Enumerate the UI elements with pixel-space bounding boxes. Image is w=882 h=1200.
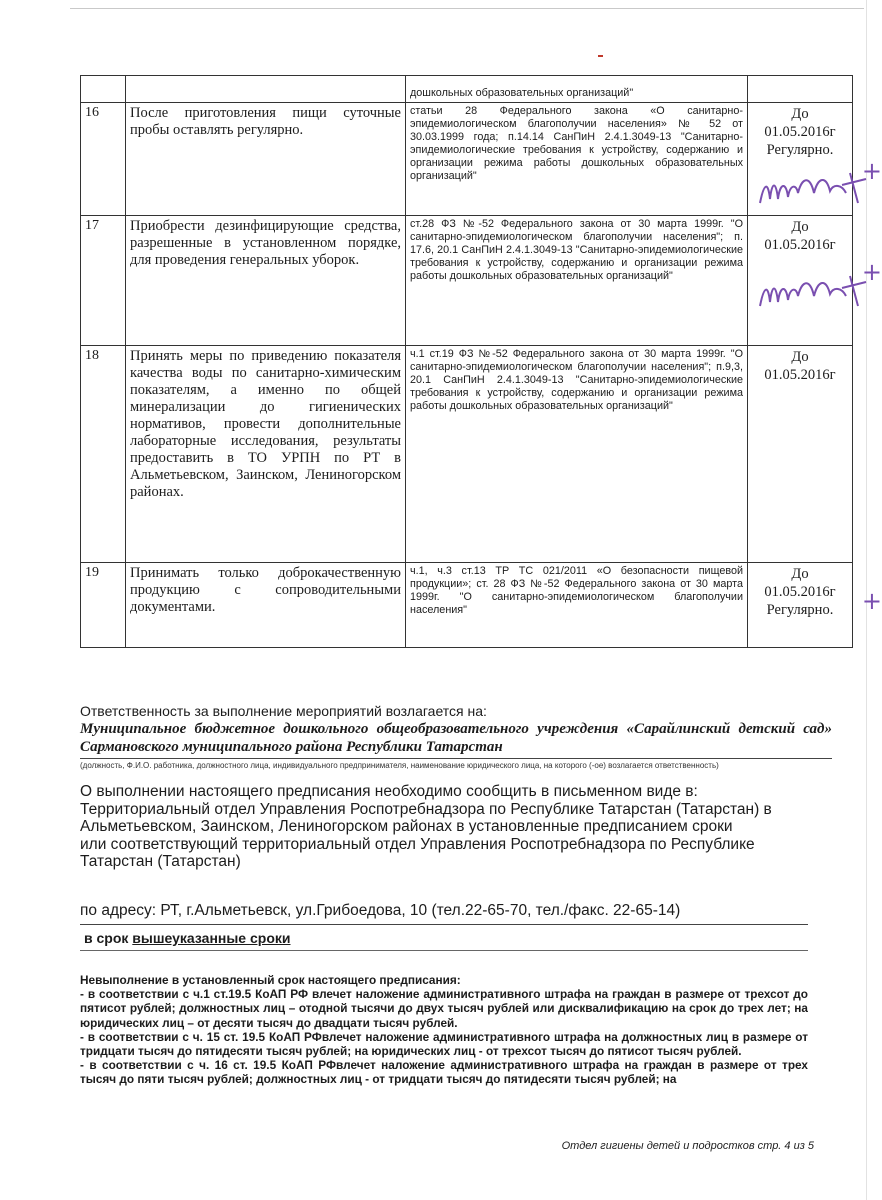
row-number: 18 — [81, 346, 126, 563]
report-line: О выполнении настоящего предписания необходимо сообщить в письменном виде в: — [80, 783, 698, 800]
action-text: После приготовления пищи суточные пробы оставлять регулярно. — [126, 103, 406, 216]
report-address: по адресу: РТ, г.Альметьевск, ул.Грибоедова, 10 (тел.22-65-70, тел./факс. 22-65-14) — [80, 902, 681, 919]
legal-basis: ч.1, ч.3 ст.13 ТР ТС 021/2011 «О безопасности пищевой продукции»; ст. 28 ФЗ №-52 Федерального закона от 30 марта 1999г. "О санитарно-эпидемиологическом благополучии населения" — [406, 563, 748, 648]
table-row — [81, 103, 853, 216]
deadline-cell — [748, 103, 882, 216]
responsibility-note: (должность, Ф.И.О. работника, должностного лица, индивидуального предпринимателя, наименование юридического лица, на которого (-ое) возлагается ответственность) — [80, 761, 719, 770]
deadline-note: Регулярно. — [766, 142, 834, 158]
requirements-table — [80, 75, 882, 648]
penalty-item: - в соответствии с ч.1 ст.19.5 КоАП РФ влечет наложение административного штрафа на граждан в размере от трехсот до пятисот рублей; должностных лиц – отодной тысячи до двух тысяч рублей или дисквалификацию на срок до трех лет; на юридических лиц – от десяти тысяч до двадцати тысяч рублей. — [80, 987, 808, 1030]
responsibility-label: Ответственность за выполнение мероприятий возлагается на: — [80, 703, 487, 719]
report-line: Альметьевском, Заинском, Лениногорском районах в установленные предписанием сроки — [80, 818, 733, 835]
plus-mark: + — [861, 258, 882, 286]
term-prefix: в срок — [84, 930, 133, 946]
penalty-item: - в соответствии с ч. 16 ст. 19.5 КоАП РФвлечет наложение административного штрафа на граждан в размере от трех тысяч до пяти тысяч рублей; должностных лиц - от тридцати тысяч до пятидесяти тысяч рублей; на — [80, 1058, 808, 1087]
deadline-note: Регулярно. — [766, 602, 834, 618]
scan-edge-line — [70, 8, 864, 9]
organization-underline — [80, 758, 832, 759]
deadline-date: 01.05.2016г — [764, 124, 836, 140]
scan-speck — [598, 55, 603, 57]
action-text: Приобрести дезинфицирующие средства, разрешенные в установленном порядке, для проведения генеральных уборок. — [126, 216, 406, 346]
legal-basis: ст.28 ФЗ №-52 Федерального закона от 30 марта 1999г. "О санитарно-эпидемиологическом благополучии населения"; п. 17.6, 20.1 СанПиН 2.4.1.3049-13 "Санитарно-эпидемиологические требования к устройству, содержанию и организации режима работы дошкольных образовательных организаций" — [406, 216, 748, 346]
report-line: Татарстан (Татарстан) — [80, 853, 241, 870]
deadline-cell — [748, 346, 853, 563]
row-number: 19 — [81, 563, 126, 648]
deadline-date: 01.05.2016г — [764, 584, 836, 600]
report-term — [84, 930, 291, 946]
handwritten-signature — [754, 169, 869, 209]
deadline-line: До — [791, 106, 809, 122]
action-text: Принять меры по приведению показателя качества воды по санитарно-химическим показателям, а именно по общей минерализации до гигиенических нормативов, провести дополнительные лабораторные исследования, результаты предоставить в ТО УРПН по РТ в Альметьевском, Заинском, Лениногорском районах. — [126, 346, 406, 563]
term-underline — [80, 950, 808, 951]
row-number: 17 — [81, 216, 126, 346]
address-underline — [80, 924, 808, 925]
page-footer: Отдел гигиены детей и подростков стр. 4 из 5 — [561, 1140, 814, 1152]
deadline-line: До — [791, 349, 809, 365]
legal-basis: статьи 28 Федерального закона «О санитарно-эпидемиологическом благополучии населения» № 52 от 30.03.1999 года; п.14.14 СанПиН 2.4.1.3049-13 "Санитарно-эпидемиологические требования к устройству, содержанию и организации режима работы дошкольных образовательных организаций" — [406, 103, 748, 216]
legal-basis: ч.1 ст.19 ФЗ №-52 Федерального закона от 30 марта 1999г. "О санитарно-эпидемиологическом благополучии населения"; п.9,3, 20.1 СанПиН 2.4.1.3049-13 "Санитарно-эпидемиологические требования к устройству, содержанию и организации режима работы дошкольных образовательных организаций" — [406, 346, 748, 563]
table-row — [81, 216, 853, 346]
penalties-section — [80, 973, 808, 1087]
deadline-date: 01.05.2016г — [764, 367, 836, 383]
report-line: или соответствующий территориальный отдел Управления Роспотребнадзора по Республике — [80, 835, 755, 853]
action-text: Принимать только доброкачественную продукцию с сопроводительными документами. — [126, 563, 406, 648]
penalty-item: - в соответствии с ч. 15 ст. 19.5 КоАП РФвлечет наложение административного штрафа на должностных лиц в размере от тридцати тысяч до пятидесяти тысяч рублей; на юридических лиц - от трехсот тысяч до пятисот тысяч рублей. — [80, 1029, 808, 1059]
deadline-date: 01.05.2016г — [764, 237, 836, 253]
table-row — [81, 346, 853, 563]
deadline-line: До — [791, 566, 809, 582]
deadline-line: До — [791, 219, 809, 235]
plus-mark: + — [861, 157, 882, 185]
term-value: вышеуказанные сроки — [132, 930, 291, 946]
table-row — [81, 563, 853, 648]
penalties-intro: Невыполнение в установленный срок настоящего предписания: — [80, 973, 461, 987]
deadline-cell — [748, 563, 882, 648]
plus-mark: + — [861, 587, 882, 615]
report-instructions — [80, 783, 832, 871]
responsible-organization: Муниципальное бюджетное дошкольного общеобразовательного учреждения «Сарайлинский детский сад» Сармановского муниципального района Республики Татарстан — [80, 721, 832, 755]
table-row-continuation — [81, 76, 853, 103]
deadline-cell — [748, 216, 882, 346]
report-line: Территориальный отдел Управления Роспотребнадзора по Республике Татарстан (Татарстан) в — [80, 800, 772, 818]
basis-continuation: дошкольных образовательных организаций" — [406, 76, 748, 103]
row-number: 16 — [81, 103, 126, 216]
handwritten-signature — [754, 272, 869, 312]
